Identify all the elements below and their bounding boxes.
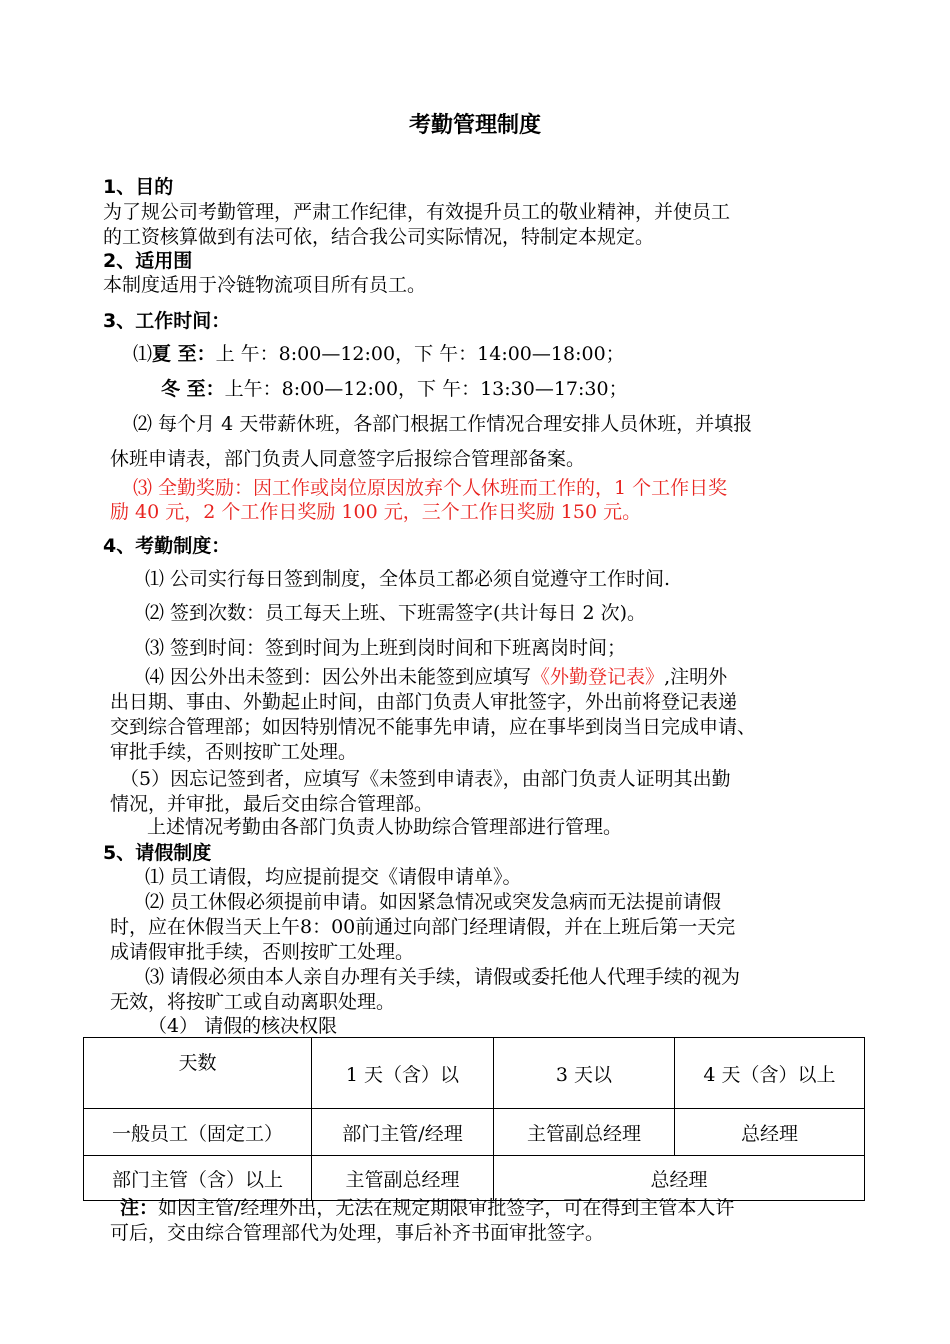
section2-line1: 本制度适用于冷链物流项目所有员工。 (103, 274, 427, 296)
table-cell: 一般员工（固定工） (84, 1109, 312, 1156)
section3-item2-line1: ⑵ 每个月 4 天带薪休班，各部门根据工作情况合理安排人员休班，并填报 (133, 413, 753, 435)
section5-item2-line1: ⑵ 员工休假必须提前申请。如因紧急情况或突发急病而无法提前请假 (145, 891, 722, 913)
table-cell: 主管副总经理 (494, 1109, 675, 1156)
section4-item1: ⑴ 公司实行每日签到制度，全体员工都必须自觉遵守工作时间. (145, 568, 671, 590)
section4-item4-line4: 审批手续，否则按旷工处理。 (110, 741, 358, 763)
section1-heading: 1、目的 (103, 176, 174, 198)
table-cell: 总经理 (675, 1109, 865, 1156)
section5-item3-line1: ⑶ 请假必须由本人亲自办理有关手续，请假或委托他人代理手续的视为 (145, 966, 741, 988)
section5-item2-line2: 时，应在休假当天上午8：00前通过向部门经理请假，并在上班后第一天完 (110, 916, 736, 938)
section4-item4-line2: 出日期、事由、外勤起止时间，由部门负责人审批签字，外出前将登记表递 (110, 691, 738, 713)
summer-label: 夏 至： (152, 343, 216, 365)
table-cell: 主管副总经理 (312, 1156, 494, 1201)
note-line2: 可后，交由综合管理部代为处理，事后补齐书面审批签字。 (110, 1222, 605, 1244)
table-row (84, 1109, 865, 1156)
table-header-cell: 1 天（含）以 (312, 1038, 494, 1109)
table-header-cell: 4 天（含）以上 (675, 1038, 865, 1109)
table-cell: 总经理 (494, 1156, 865, 1201)
section4-item3: ⑶ 签到时间：签到时间为上班到岗时间和下班离岗时间； (145, 637, 627, 659)
section5-heading: 5、请假制度 (103, 842, 212, 864)
note-line1 (120, 1196, 734, 1220)
section5-item1: ⑴ 员工请假，均应提前提交《请假申请单》。 (145, 866, 522, 888)
section5-item2-line3: 成请假审批手续，否则按旷工处理。 (110, 941, 415, 963)
section4-item5-line2: 情况，并审批，最后交由综合管理部。 (110, 793, 434, 815)
table-header-cell: 天数 (84, 1038, 312, 1109)
note-label: 注： (120, 1197, 159, 1219)
summer-hours (133, 342, 625, 366)
section3-heading: 3、工作时间： (103, 310, 231, 332)
table-cell: 部门主管/经理 (312, 1109, 494, 1156)
winter-text: 上午：8:00—12:00，下 午：13:30—17:30； (224, 378, 628, 400)
table-header-row (84, 1038, 865, 1109)
section4-item4-line1 (145, 665, 727, 689)
leave-approval-table (83, 1037, 865, 1201)
table-row (84, 1156, 865, 1201)
winter-hours (161, 377, 628, 401)
note-text: 如因主管/经理外出，无法在规定期限审批签字，可在得到主管本人许 (158, 1197, 735, 1219)
summer-number: ⑴ (133, 343, 153, 365)
section4-item4-post: ,注明外 (664, 666, 728, 688)
table-cell: 部门主管（含）以上 (84, 1156, 312, 1201)
section5-item4: （4） 请假的核决权限 (148, 1015, 338, 1037)
table-header-cell: 3 天以 (494, 1038, 675, 1109)
section4-item4-pre: ⑷ 因公外出未签到：因公外出未能签到应填写 (145, 666, 532, 688)
section1-line2: 的工资核算做到有法可依，结合我公司实际情况，特制定本规定。 (103, 226, 655, 248)
section1-line1: 为了规公司考勤管理，严肃工作纪律，有效提升员工的敬业精神，并使员工 (103, 201, 731, 223)
page-title: 考勤管理制度 (408, 113, 541, 138)
section4-item4-line3: 交到综合管理部；如因特别情况不能事先申请，应在事毕到岗当日完成申请、 (110, 716, 757, 738)
summer-text: 上 午：8:00—12:00，下 午：14:00—18:00； (215, 343, 625, 365)
section4-item5-line1: （5）因忘记签到者，应填写《未签到申请表》，由部门负责人证明其出勤 (120, 768, 731, 790)
winter-label: 冬 至： (161, 378, 225, 400)
section4-summary: 上述情况考勤由各部门负责人协助综合管理部进行管理。 (147, 816, 623, 838)
attendance-bonus-line2: 励 40 元，2 个工作日奖励 100 元，三个工作日奖励 150 元。 (110, 501, 642, 523)
attendance-bonus-line1: ⑶ 全勤奖励：因工作或岗位原因放弃个人休班而工作的，1 个工作日奖 (133, 477, 728, 499)
section4-item2: ⑵ 签到次数：员工每天上班、下班需签字(共计每日 2 次)。 (145, 602, 647, 624)
section5-item3-line2: 无效，将按旷工或自动离职处理。 (110, 991, 396, 1013)
field-report-form-name: 《外勤登记表》 (531, 666, 665, 688)
section3-item2-line2: 休班申请表，部门负责人同意签字后报综合管理部备案。 (110, 448, 586, 470)
section2-heading: 2、适用围 (103, 250, 193, 272)
section4-heading: 4、考勤制度： (103, 535, 231, 557)
